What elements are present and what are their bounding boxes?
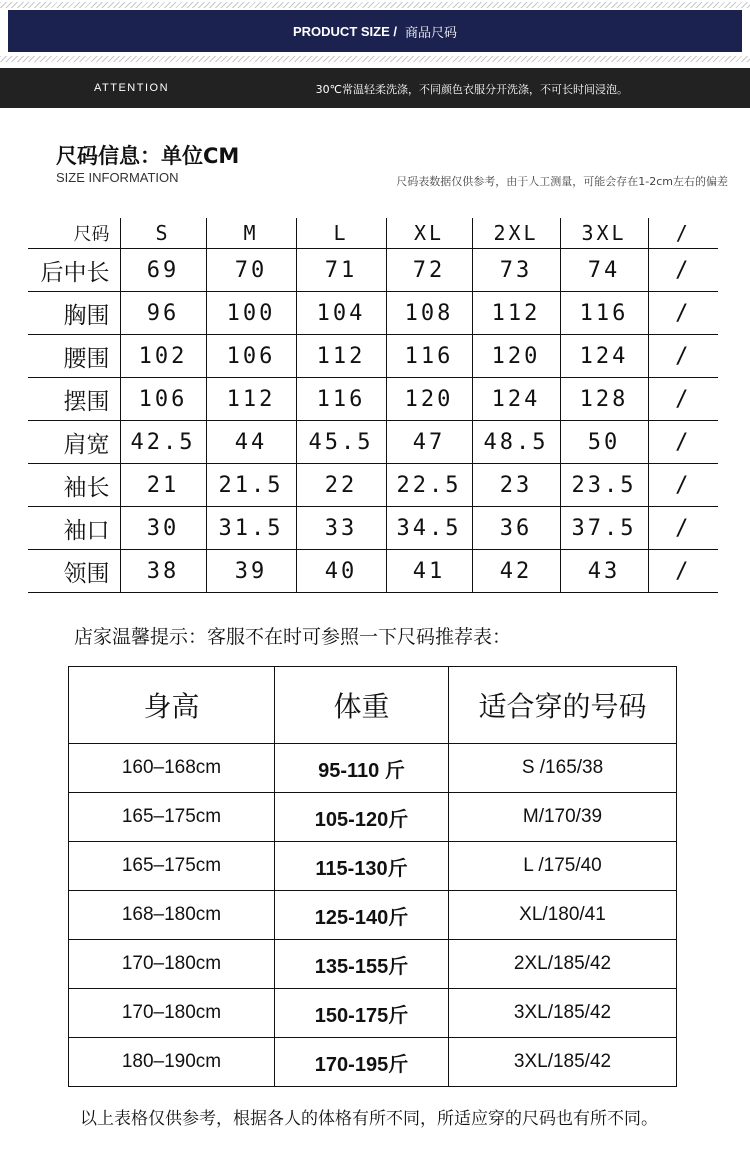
size-table-cell: / — [648, 218, 718, 249]
size-table-cell: 112 — [296, 335, 386, 378]
banner-title-en: PRODUCT SIZE / — [292, 23, 397, 39]
size-table-cell: 124 — [560, 335, 648, 378]
height-cell: 180–190cm — [69, 1038, 275, 1087]
size-table-cell: S — [120, 218, 206, 249]
size-table-cell: / — [648, 550, 718, 593]
size-table-cell: 104 — [296, 292, 386, 335]
size-table-cell: 116 — [560, 292, 648, 335]
size-table-cell: 45.5 — [296, 421, 386, 464]
size-table-row — [28, 507, 718, 550]
weight-cell: 体重 — [275, 667, 449, 744]
size-table-cell: 112 — [206, 378, 296, 421]
size-table-cell: / — [648, 378, 718, 421]
height-cell: 170–180cm — [69, 989, 275, 1038]
size-table-header-row — [28, 218, 718, 249]
size-table-cell: 39 — [206, 550, 296, 593]
height-cell: 168–180cm — [69, 891, 275, 940]
footer-note: 以上表格仅供参考，根据各人的体格有所不同，所适应穿的尺码也有所不同。 — [80, 1109, 658, 1129]
size-info-note: 尺码表数据仅供参考，由于人工测量，可能会存在1-2cm左右的偏差 — [396, 175, 728, 188]
weight-cell: 150-175斤 — [275, 989, 449, 1038]
size-table-label-cell: 后中长 — [28, 249, 120, 292]
size-table-cell: 40 — [296, 550, 386, 593]
attention-text: 30℃常温轻柔洗涤，不同颜色衣服分开洗涤，不可长时间浸泡。 — [315, 83, 628, 96]
recommend-table — [68, 666, 677, 1087]
size-table-cell: / — [648, 507, 718, 550]
shop-tip: 店家温馨提示：客服不在时可参照一下尺码推荐表： — [74, 626, 512, 648]
height-cell: 165–175cm — [69, 793, 275, 842]
size-table-cell: 23.5 — [560, 464, 648, 507]
recommend-row — [69, 793, 677, 842]
weight-cell: 125-140斤 — [275, 891, 449, 940]
weight-cell: 115-130斤 — [275, 842, 449, 891]
bottom-hatch-stripe — [0, 56, 750, 62]
size-table-label-cell: 尺码 — [28, 218, 120, 249]
size-table-row — [28, 292, 718, 335]
height-cell: 165–175cm — [69, 842, 275, 891]
size-table-cell: 36 — [472, 507, 560, 550]
weight-cell: 105-120斤 — [275, 793, 449, 842]
size-table-cell: 21 — [120, 464, 206, 507]
size-table-cell: 22.5 — [386, 464, 472, 507]
size-table-cell: M — [206, 218, 296, 249]
size-cell: 2XL/185/42 — [449, 940, 677, 989]
size-table-row — [28, 378, 718, 421]
size-table-cell: 102 — [120, 335, 206, 378]
size-table-cell: 116 — [386, 335, 472, 378]
size-cell: XL/180/41 — [449, 891, 677, 940]
size-table-row — [28, 550, 718, 593]
size-table-cell: 34.5 — [386, 507, 472, 550]
recommend-row — [69, 744, 677, 793]
size-table-cell: 48.5 — [472, 421, 560, 464]
size-table-cell: 96 — [120, 292, 206, 335]
size-info-subtitle: SIZE INFORMATION — [56, 170, 179, 185]
recommend-header-row — [69, 667, 677, 744]
size-table-cell: / — [648, 421, 718, 464]
recommend-row — [69, 989, 677, 1038]
size-table-cell: / — [648, 249, 718, 292]
size-table-row — [28, 464, 718, 507]
size-table-cell: 100 — [206, 292, 296, 335]
size-table-label-cell: 摆围 — [28, 378, 120, 421]
size-cell: M/170/39 — [449, 793, 677, 842]
weight-cell: 135-155斤 — [275, 940, 449, 989]
size-table-label-cell: 袖口 — [28, 507, 120, 550]
size-table-cell: 124 — [472, 378, 560, 421]
size-table-cell: 73 — [472, 249, 560, 292]
recommend-row — [69, 1038, 677, 1087]
recommend-row — [69, 842, 677, 891]
size-table-cell: 33 — [296, 507, 386, 550]
size-table-cell: 41 — [386, 550, 472, 593]
recommend-row — [69, 940, 677, 989]
size-table-cell: 112 — [472, 292, 560, 335]
size-table-cell: 72 — [386, 249, 472, 292]
size-table-cell: 42 — [472, 550, 560, 593]
size-table-cell: 120 — [472, 335, 560, 378]
height-cell: 身高 — [69, 667, 275, 744]
size-table-cell: 106 — [120, 378, 206, 421]
size-table-label-cell: 肩宽 — [28, 421, 120, 464]
size-table-cell: L — [296, 218, 386, 249]
size-table-cell: 70 — [206, 249, 296, 292]
attention-label: ATTENTION — [94, 82, 170, 94]
size-table-cell: / — [648, 292, 718, 335]
size-table-cell: 43 — [560, 550, 648, 593]
size-table-row — [28, 335, 718, 378]
size-table-cell: XL — [386, 218, 472, 249]
size-table-cell: 128 — [560, 378, 648, 421]
banner-title-cn: 商品尺码 — [405, 25, 458, 41]
size-table-label-cell: 胸围 — [28, 292, 120, 335]
size-table-cell: 47 — [386, 421, 472, 464]
size-cell: S /165/38 — [449, 744, 677, 793]
attention-bar — [0, 68, 750, 108]
size-table-cell: / — [648, 464, 718, 507]
size-cell: 3XL/185/42 — [449, 989, 677, 1038]
size-cell: L /175/40 — [449, 842, 677, 891]
size-table-row — [28, 249, 718, 292]
top-hatch-stripe — [0, 2, 750, 8]
size-table-cell: 30 — [120, 507, 206, 550]
size-table-label-cell: 领围 — [28, 550, 120, 593]
size-table-body — [28, 218, 718, 593]
size-table-cell: 37.5 — [560, 507, 648, 550]
size-table-cell: / — [648, 335, 718, 378]
size-table — [28, 218, 718, 593]
size-table-cell: 69 — [120, 249, 206, 292]
size-table-cell: 120 — [386, 378, 472, 421]
size-table-cell: 31.5 — [206, 507, 296, 550]
recommend-row — [69, 891, 677, 940]
size-table-cell: 106 — [206, 335, 296, 378]
size-cell: 3XL/185/42 — [449, 1038, 677, 1087]
size-table-label-cell: 腰围 — [28, 335, 120, 378]
size-table-cell: 3XL — [560, 218, 648, 249]
height-cell: 160–168cm — [69, 744, 275, 793]
product-size-banner — [8, 10, 742, 52]
size-table-cell: 2XL — [472, 218, 560, 249]
size-table-cell: 38 — [120, 550, 206, 593]
size-table-label-cell: 袖长 — [28, 464, 120, 507]
size-table-cell: 50 — [560, 421, 648, 464]
size-table-cell: 71 — [296, 249, 386, 292]
size-info-title: 尺码信息：单位CM — [56, 144, 240, 168]
size-cell: 适合穿的号码 — [449, 667, 677, 744]
size-table-row — [28, 421, 718, 464]
size-table-cell: 108 — [386, 292, 472, 335]
size-table-cell: 21.5 — [206, 464, 296, 507]
size-table-cell: 116 — [296, 378, 386, 421]
size-table-cell: 74 — [560, 249, 648, 292]
weight-cell: 95-110 斤 — [275, 744, 449, 793]
height-cell: 170–180cm — [69, 940, 275, 989]
weight-cell: 170-195斤 — [275, 1038, 449, 1087]
size-table-cell: 22 — [296, 464, 386, 507]
size-table-cell: 42.5 — [120, 421, 206, 464]
size-table-cell: 23 — [472, 464, 560, 507]
size-table-cell: 44 — [206, 421, 296, 464]
recommend-table-body — [69, 667, 677, 1087]
